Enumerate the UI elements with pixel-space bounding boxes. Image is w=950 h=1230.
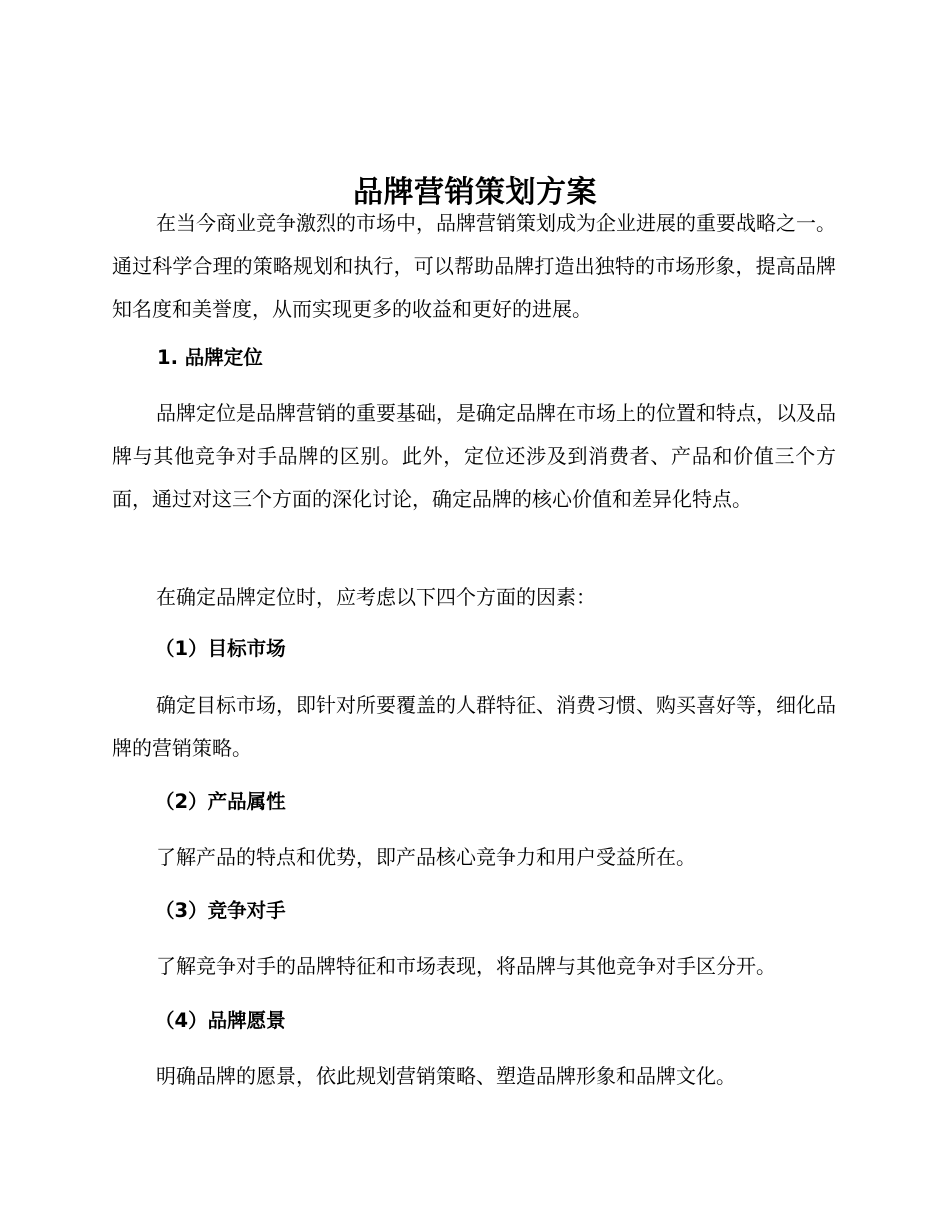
section-heading-brand-positioning: 1. 品牌定位: [157, 346, 263, 369]
positioning-factors-intro: 在确定品牌定位时，应考虑以下四个方面的因素：: [156, 585, 596, 609]
intro-paragraph: 在当今商业竞争激烈的市场中，品牌营销策划成为企业进展的重要战略之一。通过科学合理的策略规划和执行，可以帮助品牌打造出独特的市场形象，提高品牌知名度和美誉度，从而实现更多的收益和更好的进展。: [112, 211, 836, 321]
subheading-brand-vision: （4）品牌愿景: [155, 1009, 286, 1032]
brand-vision-paragraph: 明确品牌的愿景，依此规划营销策略、塑造品牌形象和品牌文化。: [156, 1064, 736, 1088]
document-title: 品牌营销策划方案: [353, 175, 597, 211]
target-market-paragraph: 确定目标市场，即针对所要覆盖的人群特征、消费习惯、购买喜好等，细化品牌的营销策略。: [112, 693, 836, 760]
subheading-product-attributes: （2）产品属性: [155, 790, 286, 813]
competitors-paragraph: 了解竞争对手的品牌特征和市场表现，将品牌与其他竞争对手区分开。: [156, 954, 776, 978]
subheading-target-market: （1）目标市场: [155, 637, 286, 660]
positioning-paragraph: 品牌定位是品牌营销的重要基础，是确定品牌在市场上的位置和特点，以及品牌与其他竞争对手品牌的区别。此外，定位还涉及到消费者、产品和价值三个方面，通过对这三个方面的深化讨论，确定品牌的核心价值和差异化特点。: [112, 401, 836, 511]
subheading-competitors: （3）竞争对手: [155, 899, 286, 922]
product-attributes-paragraph: 了解产品的特点和优势，即产品核心竞争力和用户受益所在。: [156, 845, 696, 869]
